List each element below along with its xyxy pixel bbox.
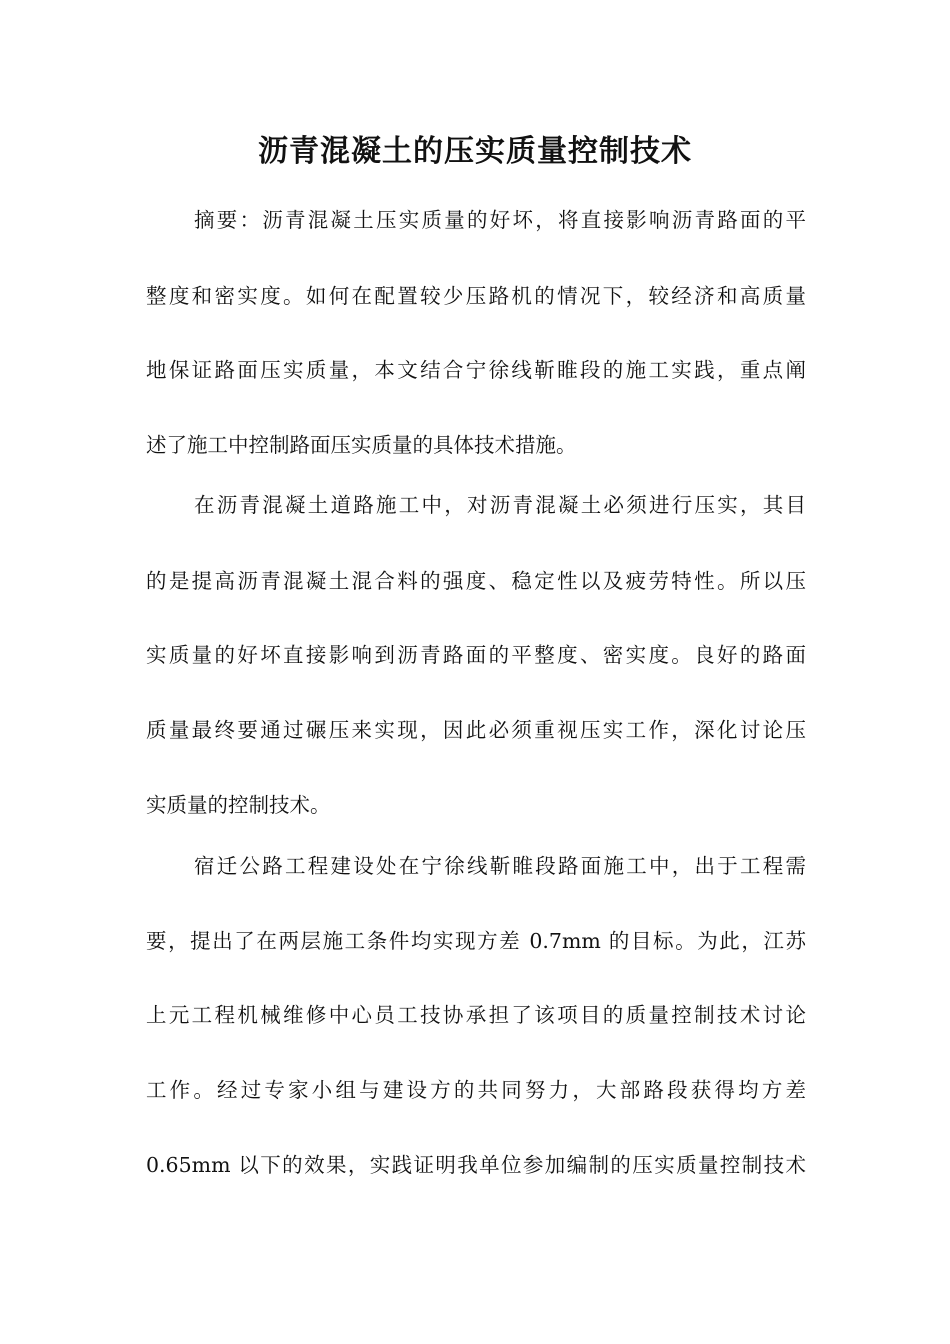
text-line: 述了施工中控制路面压实质量的具体技术措施。	[146, 433, 577, 457]
text-line: 0.65mm 以下的效果，实践证明我单位参加编制的压实质量控制技术	[146, 1153, 806, 1177]
text-line: 上元工程机械维修中心员工技协承担了该项目的质量控制技术讨论	[146, 1003, 806, 1027]
text-line: 地保证路面压实质量，本文结合宁徐线靳睢段的施工实践，重点阐	[146, 358, 806, 382]
text-line: 质量最终要通过碾压来实现，因此必须重视压实工作，深化讨论压	[146, 718, 806, 742]
text-line: 实质量的控制技术。	[146, 793, 331, 817]
document-title: 沥青混凝土的压实质量控制技术	[258, 134, 692, 169]
text-line: 宿迁公路工程建设处在宁徐线靳睢段路面施工中，出于工程需	[194, 854, 806, 878]
text-line: 摘要：沥青混凝土压实质量的好坏，将直接影响沥青路面的平	[194, 208, 806, 232]
text-line: 在沥青混凝土道路施工中，对沥青混凝土必须进行压实，其目	[194, 493, 806, 517]
text-line: 的是提高沥青混凝土混合料的强度、稳定性以及疲劳特性。所以压	[146, 569, 806, 593]
text-line: 要，提出了在两层施工条件均实现方差 0.7mm 的目标。为此，江苏	[146, 929, 806, 953]
text-line: 工作。经过专家小组与建设方的共同努力，大部路段获得均方差	[146, 1078, 806, 1102]
text-line: 实质量的好坏直接影响到沥青路面的平整度、密实度。良好的路面	[146, 643, 806, 667]
text-line: 整度和密实度。如何在配置较少压路机的情况下，较经济和高质量	[146, 284, 806, 308]
